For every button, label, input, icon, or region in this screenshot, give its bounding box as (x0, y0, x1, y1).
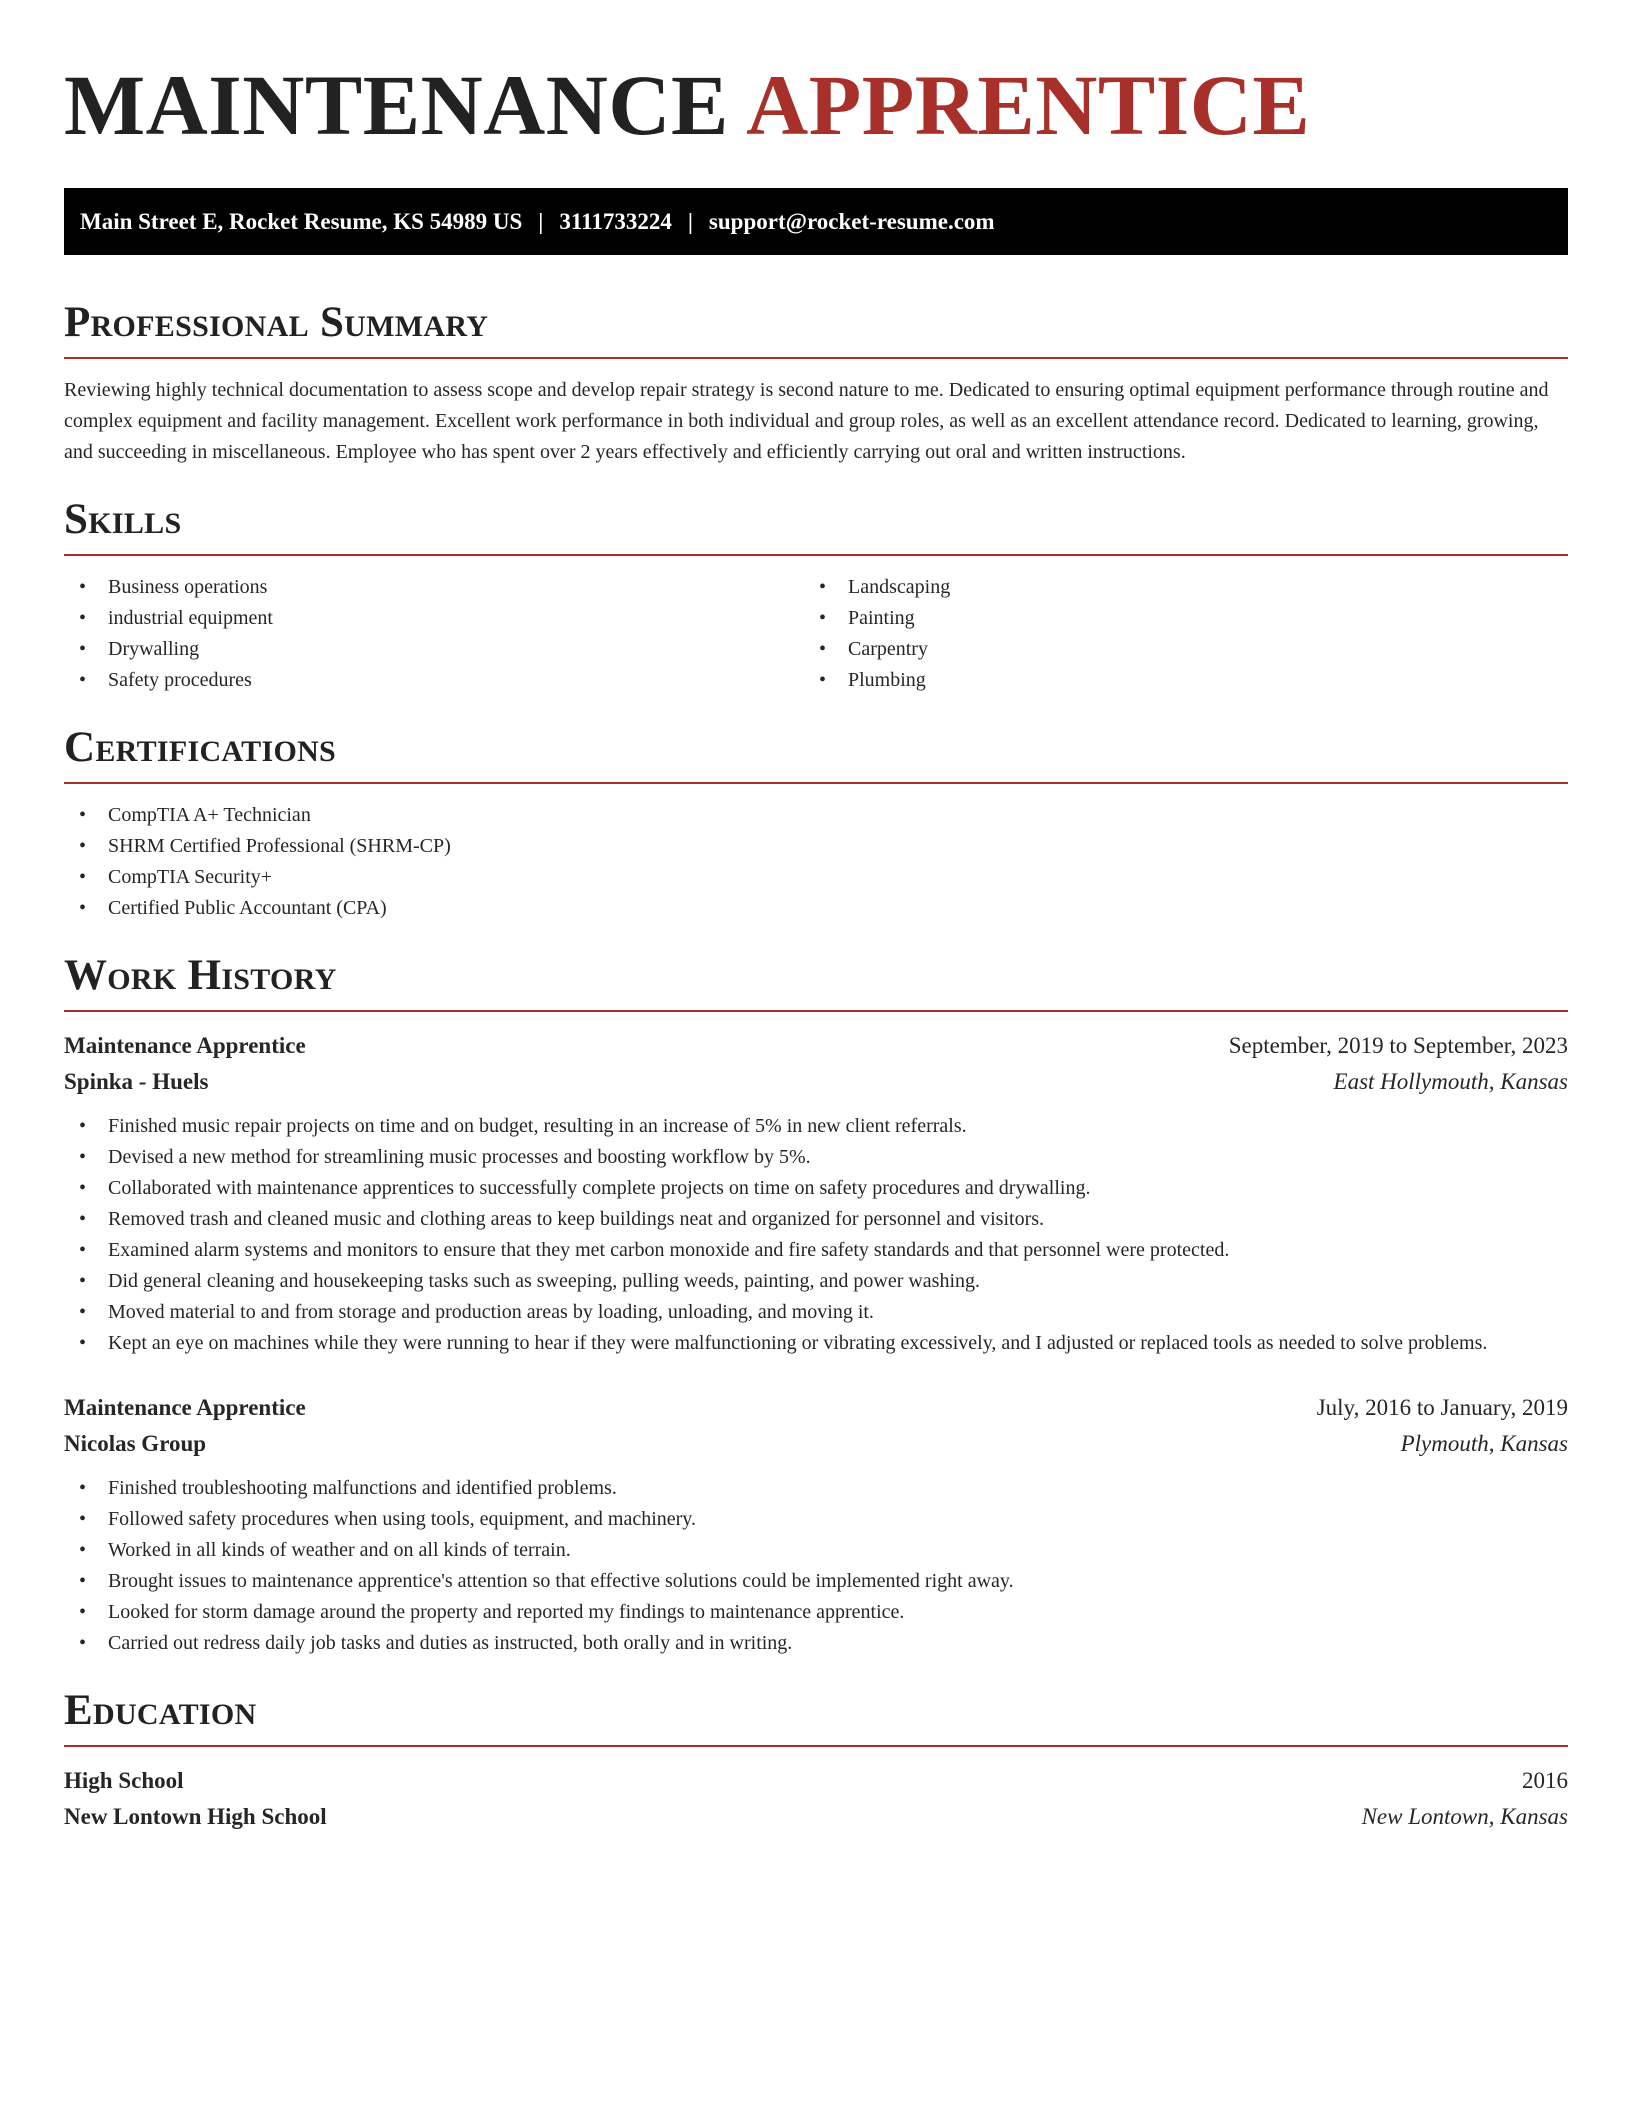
skill-item: • Landscaping (804, 572, 1544, 603)
job-dates: September, 2019 to September, 2023 (1228, 1033, 1568, 1058)
job-duty-item: • Worked in all kinds of weather and on all kinds of terrain. (64, 1535, 1568, 1566)
skill-item: • Safety procedures (64, 665, 804, 696)
job-title: Maintenance Apprentice (64, 1033, 306, 1058)
education-year: 2016 (1522, 1768, 1568, 1793)
skills-section (64, 494, 1568, 696)
education-degree: High School (64, 1768, 184, 1793)
job-dates: July, 2016 to January, 2019 (1316, 1395, 1568, 1420)
job-duty-item: • Examined alarm systems and monitors to ensure that they met carbon monoxide and fire safety standards and that personnel were protected. (64, 1235, 1568, 1266)
job-duty-item: • Did general cleaning and housekeeping tasks such as sweeping, pulling weeds, painting, and power washing. (64, 1266, 1568, 1297)
job-company-row (64, 1064, 1568, 1100)
job-duty-item: • Removed trash and cleaned music and clothing areas to keep buildings neat and organized for personnel and visitors. (64, 1204, 1568, 1235)
summary-section (64, 297, 1568, 468)
education-school: New Lontown High School (64, 1804, 327, 1829)
job-location: East Hollymouth, Kansas (1333, 1069, 1568, 1094)
summary-heading: Professional Summary (64, 299, 489, 346)
contact-bar (64, 188, 1568, 255)
job-duty-item: • Finished music repair projects on time and on budget, resulting in an increase of 5% in new client referrals. (64, 1111, 1568, 1142)
skills-list-left (64, 572, 804, 696)
job-company: Spinka - Huels (64, 1069, 209, 1094)
job-duty-item: • Moved material to and from storage and production areas by loading, unloading, and moving it. (64, 1297, 1568, 1328)
section-divider (64, 1010, 1568, 1012)
job-duty-item: • Kept an eye on machines while they were running to hear if they were malfunctioning or vibrating excessively, and I adjusted or replaced tools as needed to solve problems. (64, 1328, 1568, 1359)
job-entry (64, 1028, 1568, 1359)
certification-item: • SHRM Certified Professional (SHRM-CP) (64, 831, 1568, 862)
job-duties-list (64, 1111, 1568, 1359)
job-duty-item: • Looked for storm damage around the property and reported my findings to maintenance apprentice. (64, 1597, 1568, 1628)
name-last: APPRENTICE (746, 57, 1311, 153)
job-header-row (64, 1028, 1568, 1064)
job-company: Nicolas Group (64, 1431, 207, 1456)
contact-separator: | (687, 208, 693, 234)
skill-item: • Painting (804, 603, 1544, 634)
contact-phone[interactable]: 3111733224 (559, 208, 672, 234)
summary-text: Reviewing highly technical documentation to assess scope and develop repair strategy is second nature to me. Dedicated to ensuring optimal equipment performance through routine and complex equipment and facility management. Excellent work performance in both individual and group roles, as well as an excellent attendance record. Dedicated to learning, growing, and succeeding in miscellaneous. Employee who has spent over 2 years effectively and efficiently carrying out oral and written instructions. (64, 379, 1549, 463)
contact-separator: | (538, 208, 544, 234)
section-divider (64, 1745, 1568, 1747)
job-title: Maintenance Apprentice (64, 1395, 306, 1420)
certifications-heading: Certifications (64, 724, 337, 771)
certification-item: • Certified Public Accountant (CPA) (64, 893, 1568, 924)
skills-grid (64, 572, 1568, 696)
skill-item: • Drywalling (64, 634, 804, 665)
skill-item: • Plumbing (804, 665, 1544, 696)
skill-item: • Carpentry (804, 634, 1544, 665)
education-heading: Education (64, 1687, 257, 1734)
job-duty-item: • Carried out redress daily job tasks and duties as instructed, both orally and in writing. (64, 1628, 1568, 1659)
name-first: MAINTENANCE (64, 57, 729, 153)
skill-item: • Business operations (64, 572, 804, 603)
education-section (64, 1685, 1568, 1835)
work-history-section (64, 950, 1568, 1659)
skill-item: • industrial equipment (64, 603, 804, 634)
education-school-row (64, 1799, 1568, 1835)
education-header-row (64, 1763, 1568, 1799)
certifications-list (64, 800, 1568, 924)
certification-item: • CompTIA Security+ (64, 862, 1568, 893)
contact-email[interactable]: support@rocket-resume.com (708, 208, 995, 234)
job-duty-item: • Devised a new method for streamlining music processes and boosting workflow by 5%. (64, 1142, 1568, 1173)
job-duty-item: • Collaborated with maintenance apprentices to successfully complete projects on time on safety procedures and drywalling. (64, 1173, 1568, 1204)
job-duty-item: • Followed safety procedures when using tools, equipment, and machinery. (64, 1504, 1568, 1535)
skills-heading: Skills (64, 496, 182, 543)
certifications-section (64, 722, 1568, 924)
resume-name-heading (64, 0, 1568, 153)
job-duty-item: • Brought issues to maintenance apprentice's attention so that effective solutions could be implemented right away. (64, 1566, 1568, 1597)
section-divider (64, 782, 1568, 784)
skills-list-right (804, 572, 1544, 696)
section-divider (64, 357, 1568, 359)
contact-address: Main Street E, Rocket Resume, KS 54989 US (80, 208, 523, 234)
job-header-row (64, 1390, 1568, 1426)
job-duties-list (64, 1473, 1568, 1659)
job-duty-item: • Finished troubleshooting malfunctions and identified problems. (64, 1473, 1568, 1504)
education-entry (64, 1763, 1568, 1835)
education-location: New Lontown, Kansas (1361, 1804, 1568, 1829)
job-entry (64, 1390, 1568, 1659)
work-history-heading: Work History (64, 952, 337, 999)
job-company-row (64, 1426, 1568, 1462)
section-divider (64, 554, 1568, 556)
job-location: Plymouth, Kansas (1400, 1431, 1568, 1456)
certification-item: • CompTIA A+ Technician (64, 800, 1568, 831)
